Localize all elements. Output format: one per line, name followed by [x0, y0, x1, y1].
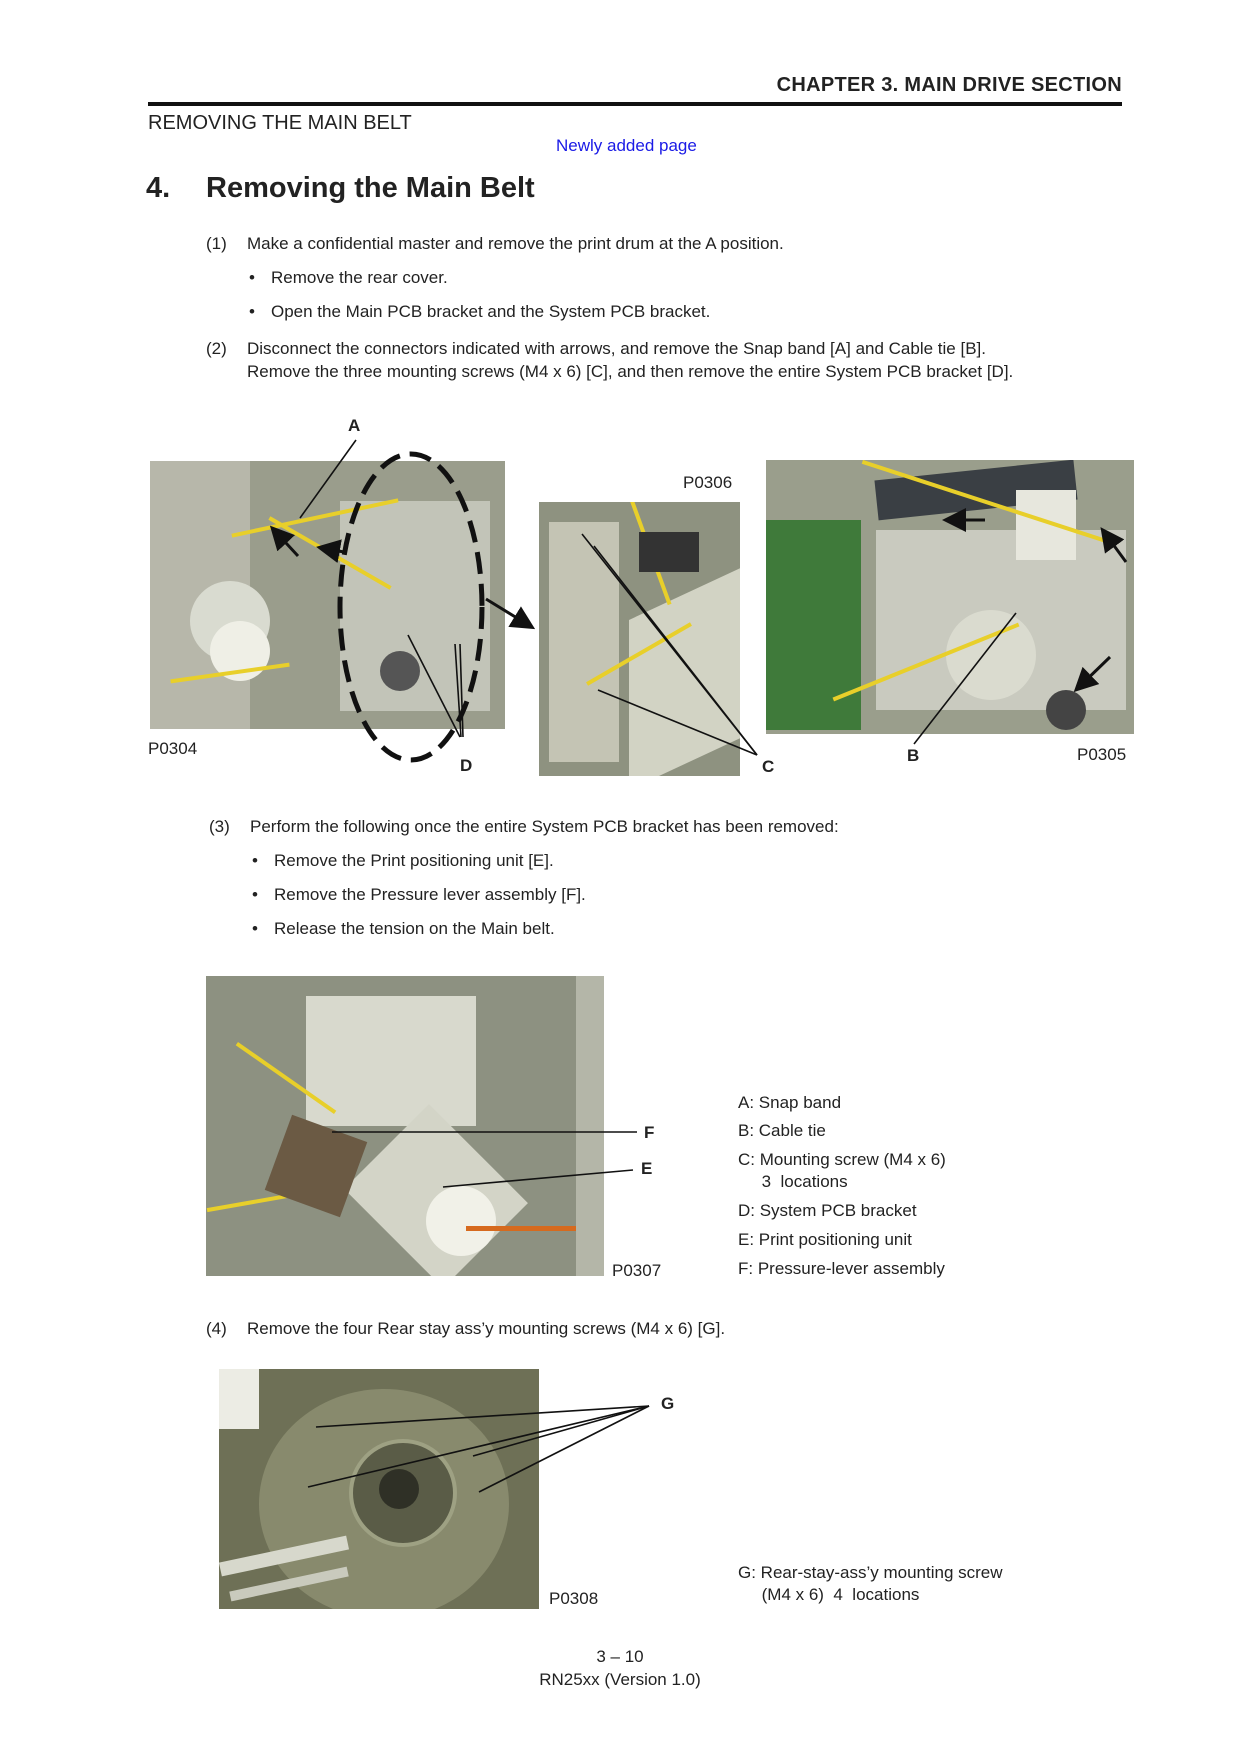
caption-p0306: P0306 [683, 473, 733, 492]
step-number: (3) [209, 817, 230, 836]
step-1-bullet: • Open the Main PCB bracket and the System PCB bracket. [271, 302, 710, 322]
label-a: A [348, 416, 361, 435]
step-text: Perform the following once the entire System PCB bracket has been removed: [250, 817, 839, 836]
heading-title: Removing the Main Belt [206, 172, 535, 204]
chapter-title: CHAPTER 3. MAIN DRIVE SECTION [776, 74, 1122, 96]
legend-item: C: Mounting screw (M4 x 6) [738, 1150, 946, 1169]
legend-item: G: Rear-stay-ass’y mounting screw [738, 1563, 1003, 1582]
legend-item: B: Cable tie [738, 1121, 826, 1140]
step-text: Remove the four Rear stay ass’y mounting screws (M4 x 6) [G]. [247, 1319, 726, 1338]
heading-number: 4. [146, 172, 171, 204]
step-1-bullet: • Remove the rear cover. [271, 268, 448, 288]
legend-item: A: Snap band [738, 1093, 842, 1112]
step-number: (1) [206, 234, 227, 253]
caption-p0305: P0305 [1077, 745, 1127, 764]
step-text: Remove the three mounting screws (M4 x 6) [C], and then remove the entire System PCB bracket [D]. [247, 362, 1014, 381]
label-b: B [907, 746, 920, 765]
step-text: Make a confidential master and remove the print drum at the A position. [247, 234, 784, 253]
section-title: REMOVING THE MAIN BELT [148, 112, 412, 134]
step-text: Disconnect the connectors indicated with arrows, and remove the Snap band [A] and Cable tie [B]. [247, 339, 986, 358]
document-version: RN25xx (Version 1.0) [539, 1670, 701, 1689]
caption-p0307: P0307 [612, 1261, 662, 1280]
label-f: F [644, 1123, 655, 1142]
caption-p0308: P0308 [549, 1589, 599, 1608]
caption-p0304: P0304 [148, 739, 198, 758]
page-number: 3 – 10 [596, 1647, 644, 1666]
step-3-bullet: • Release the tension on the Main belt. [274, 919, 555, 939]
label-e: E [641, 1159, 653, 1178]
step-number: (4) [206, 1319, 227, 1338]
step-3-bullet: • Remove the Print positioning unit [E]. [274, 851, 554, 871]
step-number: (2) [206, 339, 227, 358]
label-d: D [460, 756, 473, 775]
legend-item: F: Pressure-lever assembly [738, 1259, 945, 1278]
legend-item: E: Print positioning unit [738, 1230, 912, 1249]
newly-added-note: Newly added page [556, 136, 697, 155]
leader-g [316, 1406, 649, 1427]
legend-item: D: System PCB bracket [738, 1201, 917, 1220]
legend-item: (M4 x 6) 4 locations [738, 1585, 920, 1604]
legend-item: 3 locations [738, 1172, 848, 1191]
label-g: G [661, 1394, 675, 1413]
label-c: C [762, 757, 775, 776]
step-3-bullet: • Remove the Pressure lever assembly [F]. [274, 885, 586, 905]
